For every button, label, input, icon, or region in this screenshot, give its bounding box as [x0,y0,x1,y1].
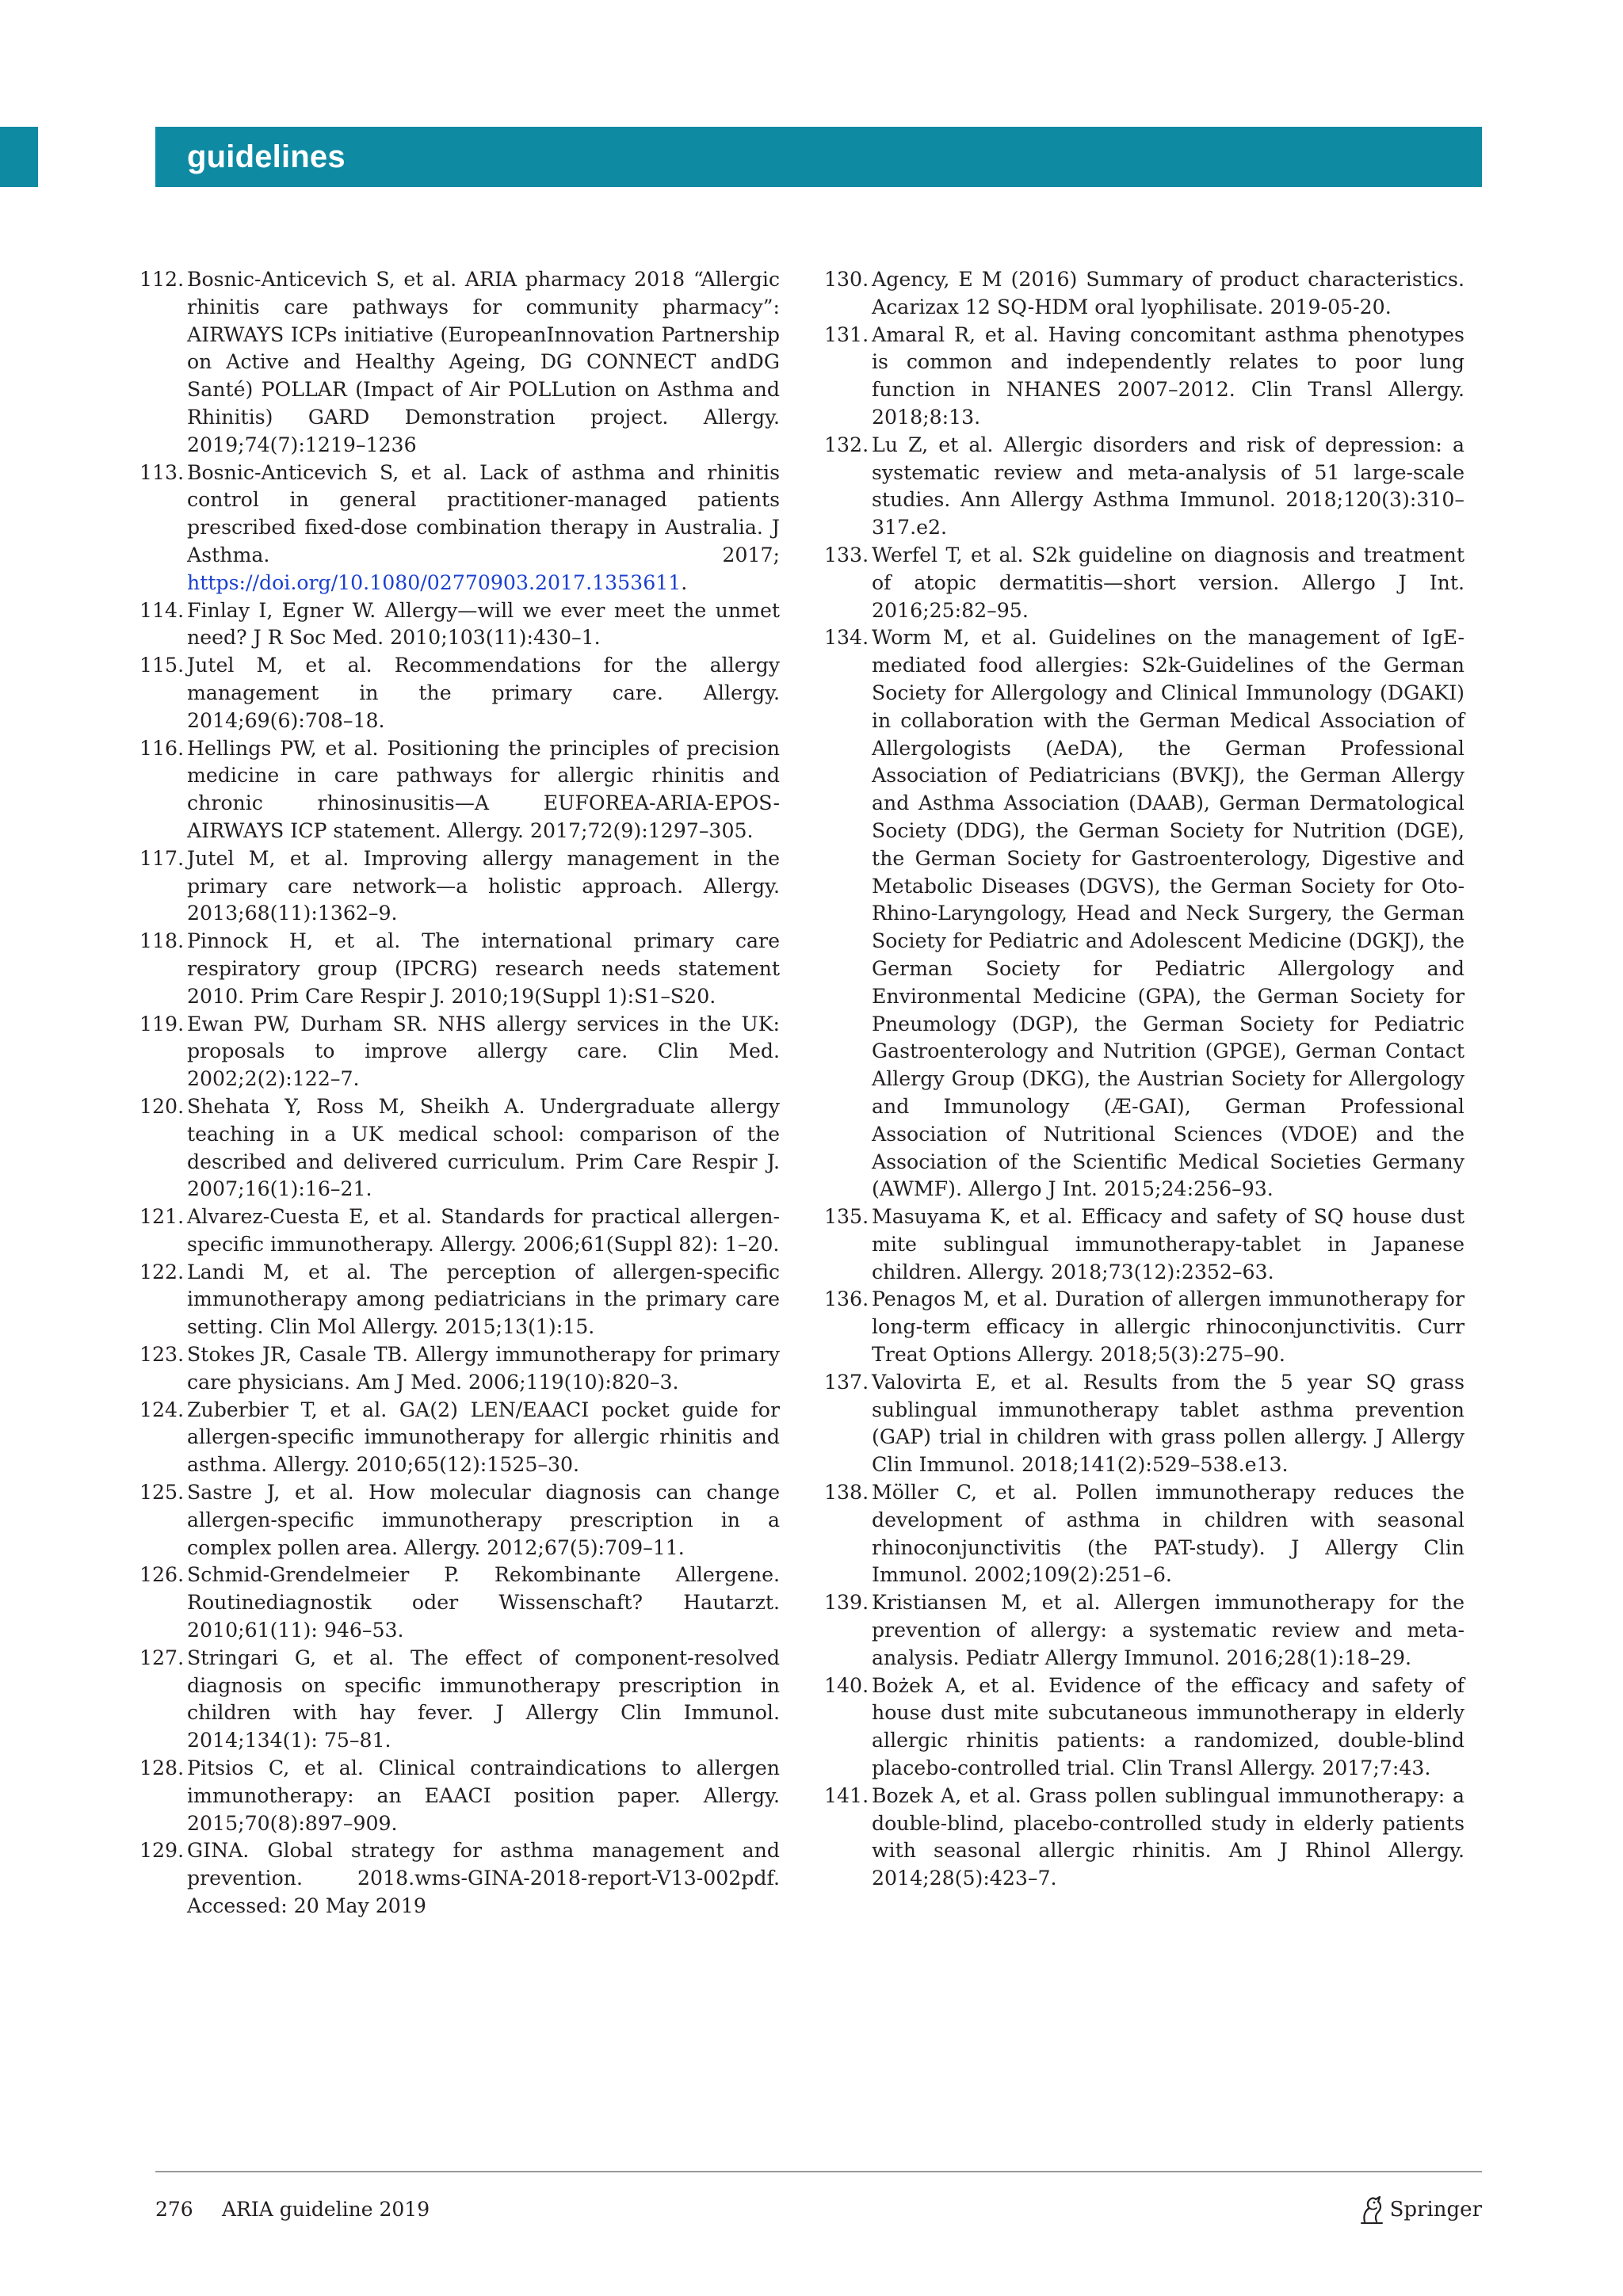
reference-item [824,1369,1465,1479]
reference-text [187,1645,780,1755]
reference-item [824,1589,1465,1672]
reference-citation: Bosnic-Anticevich S, et al. ARIA pharmacy 2018 “Allergic rhinitis care pathways for community pharmacy”: AIRWAYS ICPs initiative (EuropeanInnovation Partnership on Active and Healthy Ageing, DG CONNECT andDG Santé) POLLAR (Impact of Air POLLution on Asthma and Rhinitis) GARD Demonstration project. Allergy. 2019;74(7):1219–1236 [187,268,780,456]
reference-item [139,1837,780,1920]
reference-text [187,460,780,597]
reference-citation: Bosnic-Anticevich S, et al. Lack of asthma and rhinitis control in general practitioner-managed patients prescribed fixed-dose combination therapy in Australia. J Asthma. 2017; [187,460,780,566]
reference-citation: Ewan PW, Durham SR. NHS allergy services in the UK: proposals to improve allergy care. Clin Med. 2002;2(2):122–7. [187,1012,780,1091]
reference-number: 121. [139,1205,185,1229]
reference-item [139,1562,780,1644]
reference-citation: Möller C, et al. Pollen immunotherapy reduces the development of asthma in children with seasonal rhinoconjunctivitis (the PAT-study). J Allergy Clin Immunol. 2002;109(2):251–6. [872,1481,1465,1587]
reference-number: 113. [139,460,185,484]
reference-item [824,432,1465,542]
reference-number: 127. [139,1646,185,1669]
reference-number: 128. [139,1756,185,1780]
reference-number: 119. [139,1012,185,1035]
reference-text [187,1837,780,1920]
reference-citation: Amaral R, et al. Having concomitant asthma phenotypes is common and independently relates to poor lung function in NHANES 2007–2012. Clin Transl Allergy. 2018;8:13. [872,322,1465,429]
running-title: ARIA guideline 2019 [222,2198,430,2221]
reference-item [139,652,780,734]
reference-item [139,928,780,1010]
reference-item [824,542,1465,624]
reference-citation: GINA. Global strategy for asthma management and prevention. 2018.wms-GINA-2018-report-V13-002pdf. Accessed: 20 May 2019 [187,1839,780,1918]
reference-citation: Alvarez-Cuesta E, et al. Standards for practical allergen-specific immunotherapy. Allergy. 2006;61(Suppl 82): 1–20. [187,1205,780,1256]
reference-item [139,1011,780,1093]
reference-text [872,1203,1465,1286]
reference-citation: Werfel T, et al. S2k guideline on diagnosis and treatment of atopic dermatitis—short version. Allergo J Int. 2016;25:82–95. [872,543,1465,622]
reference-item [139,1203,780,1259]
reference-citation: Pinnock H, et al. The international primary care respiratory group (IPCRG) research needs statement 2010. Prim Care Respir J. 2010;19(Suppl 1):S1–S20. [187,929,780,1008]
reference-text [872,624,1465,1203]
footer-divider [155,2171,1482,2172]
reference-text [187,597,780,653]
reference-citation: Sastre J, et al. How molecular diagnosis can change allergen-specific immunotherapy prescription in a complex pollen area. Allergy. 2012;67(5):709–11. [187,1481,780,1559]
reference-citation: Hellings PW, et al. Positioning the principles of precision medicine in care pathways for allergic rhinitis and chronic rhinosinusitis—A EUFOREA-ARIA-EPOS-AIRWAYS ICP statement. Allergy. 2017;72(9):1297–305. [187,736,780,842]
reference-text [187,1397,780,1479]
reference-number: 140. [824,1673,869,1697]
reference-citation: Bożek A, et al. Evidence of the efficacy and safety of house dust mite subcutaneous immunotherapy in elderly allergic rhinitis patients: a randomized, double-blind placebo-controlled trial. Clin Transl Allergy. 2017;7:43. [872,1673,1465,1780]
reference-item [139,845,780,928]
reference-number: 130. [824,268,869,291]
publisher-name: Springer [1389,2198,1482,2222]
reference-number: 116. [139,736,185,760]
reference-number: 135. [824,1205,869,1229]
page-number: 276 [155,2198,193,2221]
reference-item [824,1783,1465,1893]
reference-number: 139. [824,1591,869,1615]
reference-citation: Jutel M, et al. Improving allergy management in the primary care network—a holistic approach. Allergy. 2013;68(11):1362–9. [187,846,780,925]
reference-number: 133. [824,543,869,566]
reference-text [872,1369,1465,1479]
page-footer [155,2198,1482,2229]
reference-text [187,928,780,1010]
reference-item [824,266,1465,322]
reference-citation: Worm M, et al. Guidelines on the management of IgE-mediated food allergies: S2k-Guidelines of the German Society for Allergology and Clinical Immunology (DGAKI) in collaboration with the German Medical Association of Allergologists (AeDA), the German Professional Association of Pediatricians (BVKJ), the German Allergy and Asthma Association (DAAB), German Dermatological Society (DDG), the German Society for Nutrition (DGE), the German Society for Gastroenterology, Digestive and Metabolic Diseases (DGVS), the German Society for Oto-Rhino-Laryngology, Head and Neck Surgery, the German Society for Pediatric and Adolescent Medicine (DGKJ), the German Society for Pediatric Allergology and Environmental Medicine (GPA), the German Society for Pneumology (DGP), the German Society for Pediatric Gastroenterology and Nutrition (GPGE), German Contact Allergy Group (DKG), the Austrian Society for Allergology and Immunology (Æ-GAI), German Professional Association of Nutritional Sciences (VDOE) and the Association of the Scientific Medical Societies Germany (AWMF). Allergo J Int. 2015;24:256–93. [872,626,1465,1201]
reference-number: 118. [139,929,185,953]
reference-item [139,1093,780,1203]
reference-item [139,1341,780,1397]
reference-text [872,266,1465,322]
reference-citation: Bozek A, et al. Grass pollen sublingual immunotherapy: a double-blind, placebo-controlled study in elderly patients with seasonal allergic rhinitis. Am J Rhinol Allergy. 2014;28(5):423–7. [872,1783,1465,1890]
reference-citation: Stokes JR, Casale TB. Allergy immunotherapy for primary care physicians. Am J Med. 2006;119(10):820–3. [187,1343,780,1394]
reference-text [187,1755,780,1837]
references-column-left [139,266,780,1920]
reference-citation: Valovirta E, et al. Results from the 5 year SQ grass sublingual immunotherapy tablet asthma prevention (GAP) trial in children with grass pollen allergy. J Allergy Clin Immunol. 2018;141(2):529–538.e13. [872,1370,1465,1477]
section-title: guidelines [187,139,346,174]
reference-text [187,1479,780,1562]
reference-item [139,1755,780,1837]
reference-text [187,1562,780,1644]
reference-item [139,735,780,845]
reference-citation: Landi M, et al. The perception of allergen-specific immunotherapy among pediatricians in the primary care setting. Clin Mol Allergy. 2015;13(1):15. [187,1260,780,1339]
reference-text [187,652,780,734]
reference-citation: Lu Z, et al. Allergic disorders and risk of depression: a systematic review and meta-analysis of 51 large-scale studies. Ann Allergy Asthma Immunol. 2018;120(3):310–317.e2. [872,433,1465,540]
reference-citation: Pitsios C, et al. Clinical contraindications to allergen immunotherapy: an EAACI position paper. Allergy. 2015;70(8):897–909. [187,1756,780,1835]
reference-text [187,266,780,460]
reference-number: 117. [139,846,185,870]
reference-number: 112. [139,268,185,291]
reference-item [824,1672,1465,1783]
reference-citation: Finlay I, Egner W. Allergy—will we ever meet the unmet need? J R Soc Med. 2010;103(11):430–1. [187,598,780,650]
reference-number: 138. [824,1481,869,1505]
reference-item [139,1479,780,1562]
reference-text [187,1203,780,1259]
springer-horse-logo-icon [1358,2195,1385,2225]
reference-citation: Masuyama K, et al. Efficacy and safety of SQ house dust mite sublingual immunotherapy-tablet in Japanese children. Allergy. 2018;73(12):2352–63. [872,1205,1465,1283]
reference-item [139,460,780,597]
reference-item [824,624,1465,1203]
reference-citation: Schmid-Grendelmeier P. Rekombinante Allergene. Routinediagnostik oder Wissenschaft? Hautarzt. 2010;61(11): 946–53. [187,1563,780,1642]
publisher-logo [1358,2195,1482,2225]
reference-text [872,1286,1465,1368]
reference-number: 137. [824,1370,869,1394]
reference-item [139,1645,780,1755]
reference-item [139,1397,780,1479]
side-accent-tab [0,127,38,187]
reference-number: 115. [139,654,185,677]
reference-text [187,1011,780,1093]
reference-item [824,1286,1465,1368]
reference-text [187,1093,780,1203]
reference-text [872,1672,1465,1783]
reference-number: 124. [139,1398,185,1421]
reference-citation: Zuberbier T, et al. GA(2) LEN/EAACI pocket guide for allergen-specific immunotherapy for allergic rhinitis and asthma. Allergy. 2010;65(12):1525–30. [187,1398,780,1477]
reference-citation: Jutel M, et al. Recommendations for the allergy management in the primary care. Allergy. 2014;69(6):708–18. [187,654,780,732]
reference-number: 141. [824,1783,869,1807]
reference-text [187,735,780,845]
reference-number: 120. [139,1094,185,1118]
reference-number: 136. [824,1287,869,1311]
reference-number: 134. [824,626,869,650]
reference-trailing-punctuation: . [681,570,688,594]
section-header-bar [155,127,1482,187]
reference-number: 123. [139,1343,185,1367]
references-column-right [824,266,1465,1893]
reference-item [139,597,780,653]
reference-citation: Agency, E M (2016) Summary of product characteristics. Acarizax 12 SQ-HDM oral lyophilisate. 2019-05-20. [872,268,1465,318]
reference-number: 132. [824,433,869,456]
reference-item [824,1479,1465,1589]
reference-number: 125. [139,1481,185,1505]
reference-text [872,322,1465,432]
reference-number: 129. [139,1839,185,1863]
reference-number: 131. [824,322,869,346]
reference-citation: Kristiansen M, et al. Allergen immunotherapy for the prevention of allergy: a systematic review and meta-analysis. Pediatr Allergy Immunol. 2016;28(1):18–29. [872,1591,1465,1669]
reference-citation: Stringari G, et al. The effect of component-resolved diagnosis on specific immunotherapy prescription in children with hay fever. J Allergy Clin Immunol. 2014;134(1): 75–81. [187,1646,780,1753]
reference-item [139,1259,780,1341]
reference-text [187,1341,780,1397]
reference-text [872,1783,1465,1893]
reference-number: 126. [139,1563,185,1587]
reference-text [187,1259,780,1341]
reference-item [824,322,1465,432]
reference-text [187,845,780,928]
reference-citation: Shehata Y, Ross M, Sheikh A. Undergraduate allergy teaching in a UK medical school: comparison of the described and delivered curriculum. Prim Care Respir J. 2007;16(1):16–21. [187,1094,780,1201]
doi-link[interactable]: https://doi.org/10.1080/02770903.2017.1353611 [187,570,682,594]
reference-number: 114. [139,598,185,622]
reference-number: 122. [139,1260,185,1283]
reference-text [872,1589,1465,1672]
reference-item [139,266,780,460]
reference-text [872,432,1465,542]
reference-text [872,1479,1465,1589]
reference-text [872,542,1465,624]
reference-citation: Penagos M, et al. Duration of allergen immunotherapy for long-term efficacy in allergic rhinoconjunctivitis. Curr Treat Options Allergy. 2018;5(3):275–90. [872,1287,1465,1367]
reference-item [824,1203,1465,1286]
